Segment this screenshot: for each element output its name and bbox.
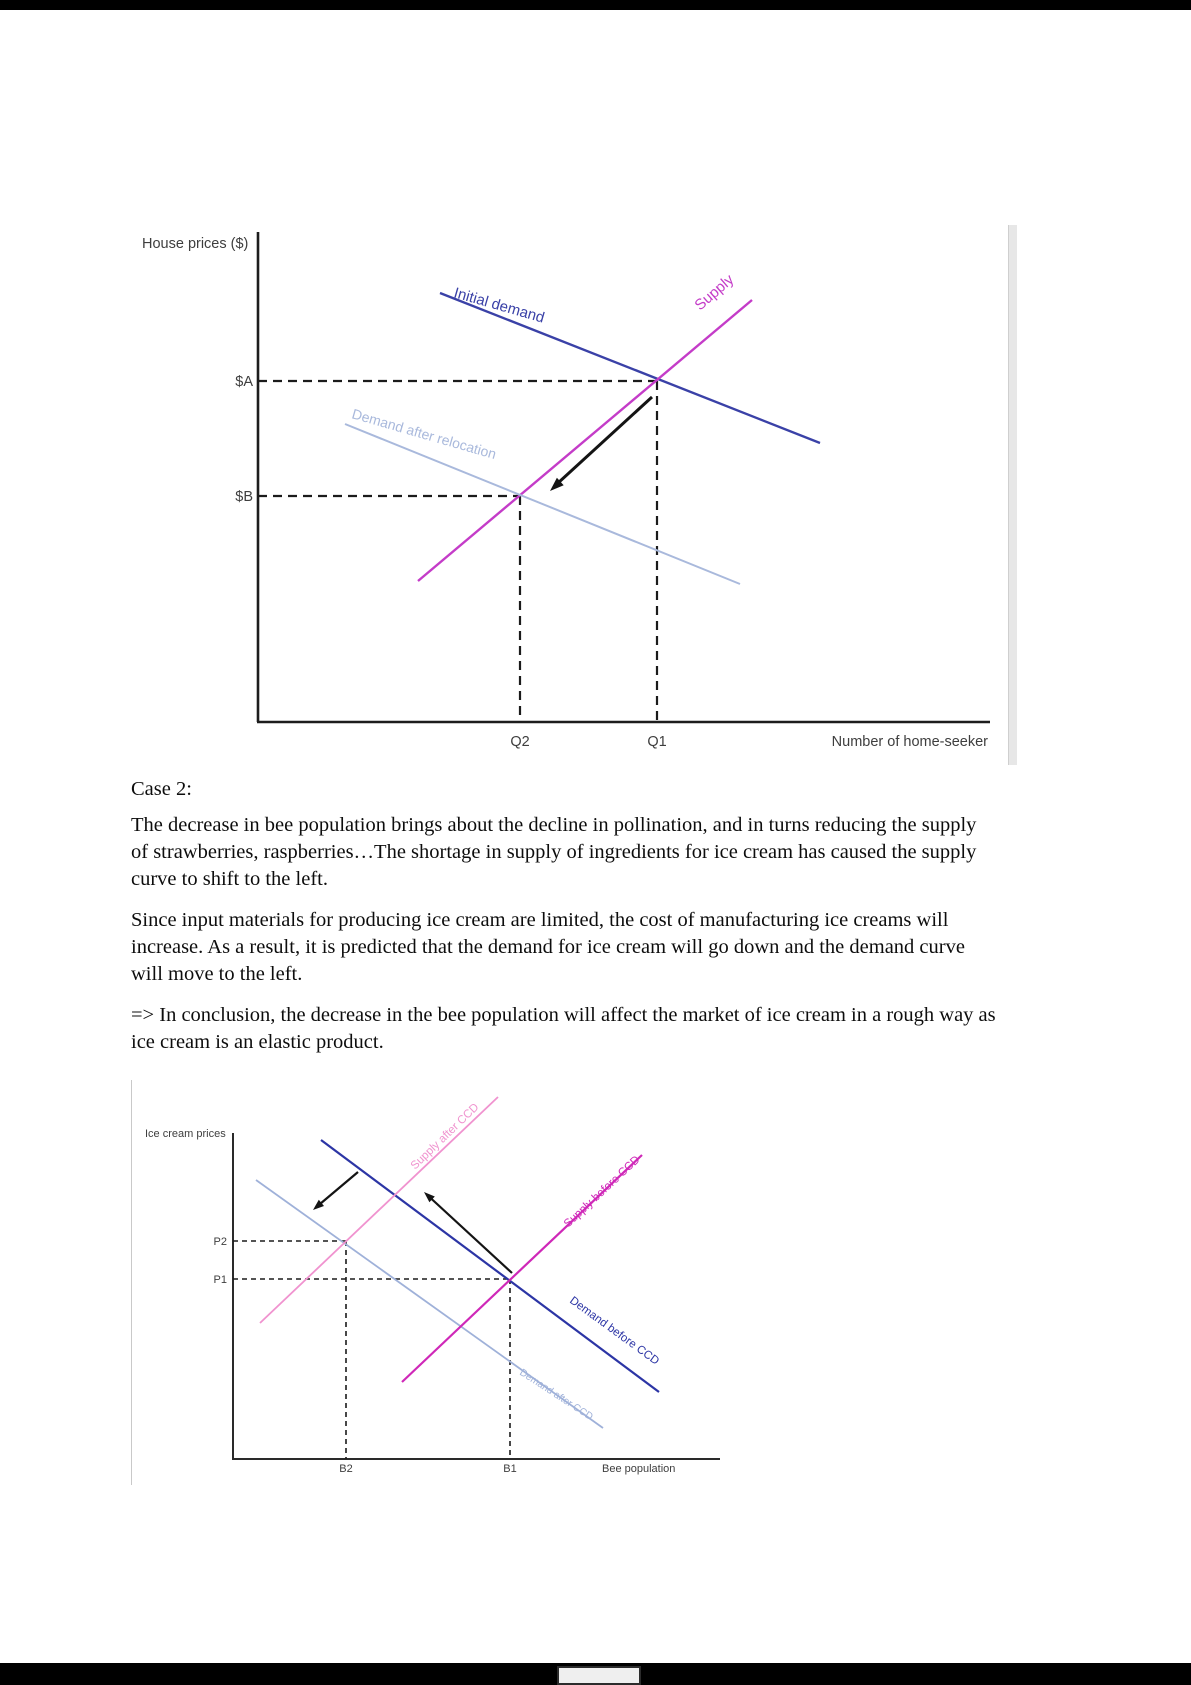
demand-after-curve — [345, 424, 740, 584]
y-axis-title: House prices ($) — [142, 236, 249, 252]
paragraph-supply-shift: The decrease in bee population brings about the decline in pollination, and in turns reducing the supply of strawberries, raspberries…The shortage in supply of ingredients for ice cream has caused the supply curve to shift to the left. — [131, 814, 977, 891]
housing-chart-figure — [130, 225, 1012, 775]
supply-after-label: Supply after CCD — [408, 1101, 482, 1173]
case-heading: Case 2: — [131, 778, 192, 800]
x-axis-title: Number of home-seeker — [831, 734, 988, 750]
equilibrium-shift-arrow — [558, 397, 652, 483]
p2-label: P2 — [213, 1236, 227, 1248]
supply-shift-arrow — [320, 1172, 358, 1204]
initial-demand-label: Initial demand — [451, 284, 547, 327]
top-letterbox-bar — [0, 0, 1191, 10]
supply-before-label: Supply before CCD — [561, 1153, 643, 1231]
b2-label: B2 — [339, 1463, 353, 1475]
paragraph-conclusion: => In conclusion, the decrease in the bee population will affect the market of ice cream in a rough way as ice cream is an elastic product. — [131, 1004, 996, 1054]
supply-after-curve — [260, 1097, 498, 1323]
price-b-label: $B — [235, 489, 253, 505]
demand-after-label: Demand after CCD — [517, 1367, 595, 1423]
q1-label: Q1 — [647, 734, 667, 750]
supply-label: Supply — [691, 271, 738, 315]
price-a-label: $A — [235, 374, 253, 390]
x-axis-title: Bee population — [602, 1463, 676, 1475]
paragraph-demand-shift: Since input materials for producing ice cream are limited, the cost of manufacturing ice creams will increase. As a result, it is predicted that the demand for ice cream will go down and the demand curve will move to the left. — [131, 909, 965, 986]
icecream-chart-svg — [132, 1080, 737, 1480]
bottom-toolbar-fragment[interactable] — [557, 1666, 641, 1685]
housing-chart-svg — [130, 225, 1012, 770]
icecream-chart-figure — [131, 1080, 737, 1485]
initial-demand-curve — [440, 293, 820, 443]
p1-label: P1 — [213, 1274, 227, 1286]
page-edge-strip — [1008, 225, 1017, 765]
y-axis-title: Ice cream prices — [145, 1128, 226, 1140]
demand-shift-arrow — [430, 1198, 512, 1274]
q2-label: Q2 — [510, 734, 530, 750]
b1-label: B1 — [503, 1463, 517, 1475]
demand-before-label: Demand before CCD — [567, 1294, 662, 1368]
demand-after-label: Demand after relocation — [350, 405, 499, 463]
document-text — [131, 776, 997, 1070]
